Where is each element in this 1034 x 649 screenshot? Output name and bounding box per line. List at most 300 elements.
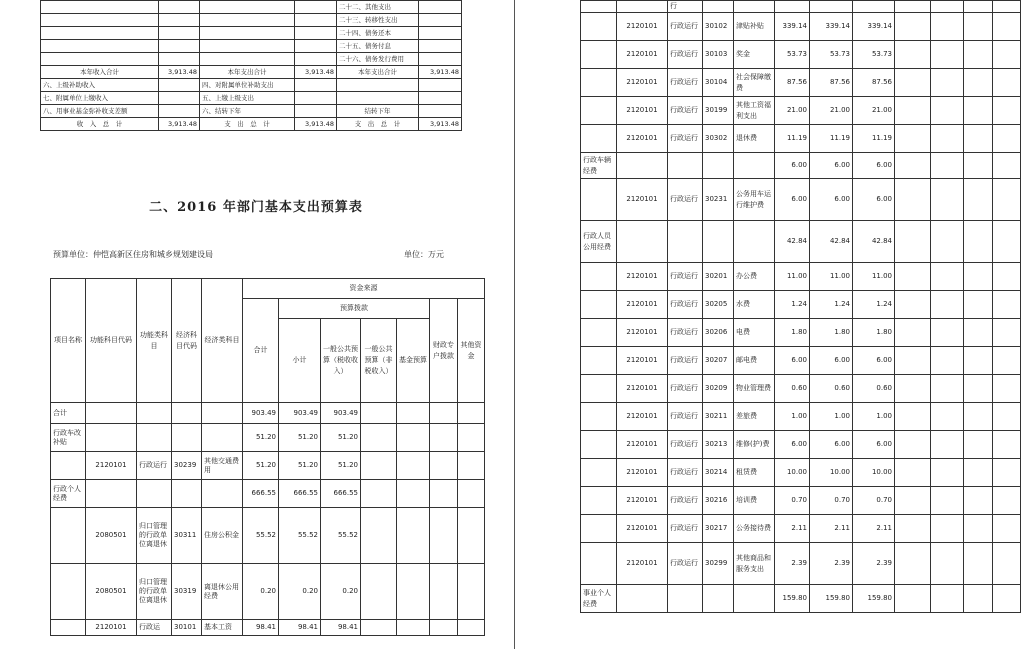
table-cell [159,53,200,66]
table-cell: 行政运行 [668,179,703,221]
table-cell: 行政运行 [137,452,172,480]
table-cell: 行政运行 [668,375,703,403]
table-cell [964,13,993,41]
table-cell [137,403,172,424]
table-cell [159,1,200,14]
table-cell [458,424,485,452]
table-cell [202,480,243,508]
table-cell [993,97,1021,125]
basic-expense-table-continued [580,0,1021,613]
header-general-nontax: 一般公共预算（非税收入） [361,319,397,403]
table-cell [202,403,243,424]
table-cell [361,403,397,424]
table-cell: 6.00 [810,153,853,179]
table-cell: 1.00 [853,403,895,431]
table-cell [200,14,295,27]
table-cell [895,487,931,515]
table-cell: 1.00 [810,403,853,431]
table-cell [397,424,430,452]
table-cell: 10.00 [853,459,895,487]
table-cell: 11.00 [810,263,853,291]
table-cell: 30199 [703,97,734,125]
table-cell: 2120101 [617,431,668,459]
table-cell: 339.14 [853,13,895,41]
table-cell [993,179,1021,221]
table-cell: 2080501 [86,564,137,620]
table-cell [668,585,703,613]
table-cell [964,125,993,153]
table-row [51,620,485,636]
header-econ-name: 经济类科目 [202,279,243,403]
table-cell [581,319,617,347]
table-cell: 30211 [703,403,734,431]
table-cell [200,40,295,53]
table-cell: 2120101 [617,403,668,431]
table-row [581,487,1021,515]
table-cell [430,564,458,620]
table-cell: 30311 [172,508,202,564]
table-row [581,585,1021,613]
table-cell [419,1,462,14]
table-cell [895,319,931,347]
table-cell: 物业管理费 [734,375,775,403]
table-cell [931,585,964,613]
table-cell [964,585,993,613]
table-cell [895,125,931,153]
table-cell: 支 出 总 计 [200,118,295,131]
table-cell: 6.00 [810,431,853,459]
table-row [51,564,485,620]
table-cell: 津贴补贴 [734,13,775,41]
table-cell [703,221,734,263]
table-cell [703,585,734,613]
table-cell: 行政车改补贴 [51,424,86,452]
table-cell [931,459,964,487]
table-cell [419,92,462,105]
table-cell: 本年收入合计 [41,66,159,79]
table-cell [581,97,617,125]
table-cell [895,459,931,487]
page-divider [514,0,515,649]
table-cell [581,69,617,97]
table-cell: 退休费 [734,125,775,153]
table-row [41,40,462,53]
table-cell [361,452,397,480]
table-cell: 2120101 [617,291,668,319]
table-cell [397,508,430,564]
table-cell [895,13,931,41]
table-cell: 42.84 [775,221,810,263]
table-cell: 21.00 [810,97,853,125]
table-cell: 2120101 [617,347,668,375]
table-cell: 6.00 [853,153,895,179]
table-cell: 30302 [703,125,734,153]
table-cell [361,480,397,508]
table-cell: 6.00 [775,347,810,375]
table-row [581,403,1021,431]
table-cell: 行政运行 [668,97,703,125]
table-cell [964,459,993,487]
table-cell: 666.55 [243,480,279,508]
table-cell: 98.41 [279,620,321,636]
table-cell: 支 出 总 计 [337,118,419,131]
table-row [581,263,1021,291]
table-cell: 98.41 [243,620,279,636]
table-row [51,424,485,452]
table-cell: 培训费 [734,487,775,515]
table-cell: 电费 [734,319,775,347]
table-cell [964,97,993,125]
table-cell: 55.52 [321,508,361,564]
table-cell: 55.52 [243,508,279,564]
header-general-tax: 一般公共预算（税收收入） [321,319,361,403]
table-cell [895,1,931,13]
table-cell [581,403,617,431]
table-cell: 归口管理的行政单位离退休 [137,564,172,620]
table-cell [964,179,993,221]
table-cell: 6.00 [810,179,853,221]
table-cell [993,375,1021,403]
table-cell [159,14,200,27]
table-cell [581,263,617,291]
table-row [41,105,462,118]
table-cell: 行政运行 [668,347,703,375]
table-cell [397,480,430,508]
table-cell [931,97,964,125]
table-row [581,291,1021,319]
table-cell: 四、对附属单位补助支出 [200,79,295,92]
table-cell [617,1,668,13]
table-cell [734,585,775,613]
table-cell [86,424,137,452]
table-cell: 五、上缴上级支出 [200,92,295,105]
table-cell: 6.00 [775,153,810,179]
table-cell: 水费 [734,291,775,319]
table-cell: 行政运行 [668,41,703,69]
table-cell: 30101 [172,620,202,636]
table-cell: 159.80 [810,585,853,613]
table-cell: 0.20 [321,564,361,620]
table-cell [458,508,485,564]
table-cell [931,125,964,153]
table-cell: 339.14 [775,13,810,41]
table-cell: 11.19 [810,125,853,153]
table-cell [419,105,462,118]
table-cell: 30102 [703,13,734,41]
table-cell [458,452,485,480]
table-cell [775,1,810,13]
header-appropriation: 预算拨款 [279,299,430,319]
table-cell [200,1,295,14]
table-cell: 差旅费 [734,403,775,431]
table-cell: 二十四、债务还本 [337,27,419,40]
table-cell [581,459,617,487]
table-row [581,41,1021,69]
table-cell [159,40,200,53]
table-cell [853,1,895,13]
table-row [581,1,1021,13]
table-cell: 二十六、债务发行费用 [337,53,419,66]
table-cell [993,153,1021,179]
table-cell: 行政运 [137,620,172,636]
table-cell: 0.70 [810,487,853,515]
table-cell: 51.20 [243,452,279,480]
header-fund-budget: 基金预算 [397,319,430,403]
table-cell [993,319,1021,347]
table-cell [964,153,993,179]
table-cell [41,27,159,40]
table-cell: 87.56 [853,69,895,97]
table-cell: 666.55 [321,480,361,508]
table-row [581,431,1021,459]
header-func-code: 功能科目代码 [86,279,137,403]
table-cell: 行政运行 [668,403,703,431]
table-cell: 2120101 [617,263,668,291]
table-row [581,221,1021,263]
table-row [51,480,485,508]
table-cell: 30207 [703,347,734,375]
header-funds: 资金来源 [243,279,485,299]
table-cell: 八、用事业基金弥补收支差额 [41,105,159,118]
table-cell: 10.00 [775,459,810,487]
table-row [41,1,462,14]
table-cell: 行政运行 [668,291,703,319]
table-cell [295,53,337,66]
table-cell [993,13,1021,41]
table-cell [581,41,617,69]
table-cell [895,585,931,613]
table-cell [931,263,964,291]
table-cell [931,543,964,585]
table-cell [41,53,159,66]
table-cell [295,1,337,14]
table-cell [41,40,159,53]
table-cell [51,452,86,480]
table-cell [931,1,964,13]
table-row [51,403,485,424]
table-cell [993,221,1021,263]
table-cell [993,263,1021,291]
table-cell: 行政运行 [668,263,703,291]
table-row [581,125,1021,153]
table-cell: 1.24 [775,291,810,319]
table-cell [361,424,397,452]
table-cell [397,620,430,636]
table-cell: 二十三、转移性支出 [337,14,419,27]
table-cell: 6.00 [853,431,895,459]
table-cell: 2120101 [617,459,668,487]
table-cell [895,347,931,375]
table-cell: 2.39 [810,543,853,585]
table-cell [172,480,202,508]
table-cell: 30214 [703,459,734,487]
income-summary-table [40,0,462,131]
table-cell: 2120101 [617,487,668,515]
table-cell [430,480,458,508]
table-cell [430,403,458,424]
table-cell [137,480,172,508]
table-cell: 2.11 [775,515,810,543]
table-cell: 行政运行 [668,13,703,41]
table-cell [430,424,458,452]
right-page [518,0,1034,649]
table-cell [361,508,397,564]
table-cell [397,403,430,424]
table-cell: 3,913.48 [419,66,462,79]
table-cell [159,27,200,40]
table-cell: 行政运行 [668,431,703,459]
table-cell: 53.73 [775,41,810,69]
table-cell [993,585,1021,613]
header-func-name: 功能类科目 [137,279,172,403]
table-cell: 30103 [703,41,734,69]
table-cell [419,79,462,92]
table-cell [895,431,931,459]
table-cell [734,153,775,179]
table-cell [295,79,337,92]
table-cell [993,459,1021,487]
table-cell: 903.49 [279,403,321,424]
table-cell [397,452,430,480]
table-cell: 2120101 [617,125,668,153]
table-cell: 行政个人经费 [51,480,86,508]
table-cell: 六、结转下年 [200,105,295,118]
table-cell [617,221,668,263]
table-cell [419,53,462,66]
table-cell: 基本工资 [202,620,243,636]
table-cell: 30231 [703,179,734,221]
table-cell: 0.20 [243,564,279,620]
table-cell [931,291,964,319]
table-cell: 0.70 [775,487,810,515]
table-cell: 行政车辆经费 [581,153,617,179]
table-cell [419,14,462,27]
table-cell: 社会保障缴费 [734,69,775,97]
table-cell: 事业个人经费 [581,585,617,613]
table-cell: 903.49 [321,403,361,424]
table-cell: 1.80 [853,319,895,347]
table-cell [931,431,964,459]
table-cell: 30216 [703,487,734,515]
table-cell: 6.00 [853,179,895,221]
table-cell: 2.39 [853,543,895,585]
table-cell [964,515,993,543]
table-cell: 结转下年 [337,105,419,118]
table-cell [734,1,775,13]
table-cell: 30239 [172,452,202,480]
table-cell [295,14,337,27]
header-other: 其他资金 [458,299,485,403]
table-cell: 归口管理的行政单位离退休 [137,508,172,564]
table-cell [458,480,485,508]
table-cell: 87.56 [810,69,853,97]
table-cell: 1.24 [853,291,895,319]
table-row [51,508,485,564]
table-cell [581,543,617,585]
table-row [581,515,1021,543]
table-cell [993,69,1021,97]
table-cell: 51.20 [243,424,279,452]
table-cell: 30201 [703,263,734,291]
table-row [581,153,1021,179]
table-cell: 42.84 [810,221,853,263]
table-cell: 21.00 [853,97,895,125]
table-cell: 0.60 [853,375,895,403]
table-cell [361,620,397,636]
table-cell [993,515,1021,543]
table-cell [430,452,458,480]
table-cell [931,515,964,543]
table-row [41,92,462,105]
table-cell [931,221,964,263]
table-cell: 98.41 [321,620,361,636]
table-cell: 3,913.48 [295,118,337,131]
table-cell [581,1,617,13]
table-cell: 行政运行 [668,125,703,153]
header-project: 项目名称 [51,279,86,403]
table-cell [703,1,734,13]
table-cell: 六、上级补助收入 [41,79,159,92]
table-cell [931,179,964,221]
table-cell [581,375,617,403]
table-cell: 30319 [172,564,202,620]
table-cell [172,424,202,452]
table-cell [993,487,1021,515]
table-cell: 2120101 [617,69,668,97]
table-cell [931,403,964,431]
table-cell: 租赁费 [734,459,775,487]
table-cell: 2.11 [810,515,853,543]
table-cell: 收 入 总 计 [41,118,159,131]
table-cell: 11.19 [853,125,895,153]
table-cell [458,564,485,620]
table-cell: 0.60 [775,375,810,403]
table-cell [159,92,200,105]
table-cell [964,487,993,515]
table-row [41,53,462,66]
table-cell: 办公费 [734,263,775,291]
table-cell [668,221,703,263]
table-cell: 行政人员公用经费 [581,221,617,263]
table-cell [172,403,202,424]
table-cell: 30213 [703,431,734,459]
table-cell: 6.00 [810,347,853,375]
table-row [581,97,1021,125]
table-cell: 行政运行 [668,515,703,543]
table-cell [931,319,964,347]
table-cell [200,53,295,66]
table-cell: 离退休公用经费 [202,564,243,620]
table-cell [895,515,931,543]
table-cell: 30205 [703,291,734,319]
table-cell: 2120101 [86,620,137,636]
table-cell: 本年支出合计 [200,66,295,79]
left-page [0,0,512,649]
table-cell [964,431,993,459]
table-cell [295,92,337,105]
table-cell: 2120101 [617,515,668,543]
table-row [41,27,462,40]
table-cell: 30104 [703,69,734,97]
table-cell: 1.00 [775,403,810,431]
header-special: 财政专户拨款 [430,299,458,403]
table-cell: 51.20 [279,452,321,480]
table-cell: 3,913.48 [295,66,337,79]
table-row [581,375,1021,403]
table-cell [993,431,1021,459]
table-cell: 1.80 [775,319,810,347]
table-row [41,14,462,27]
